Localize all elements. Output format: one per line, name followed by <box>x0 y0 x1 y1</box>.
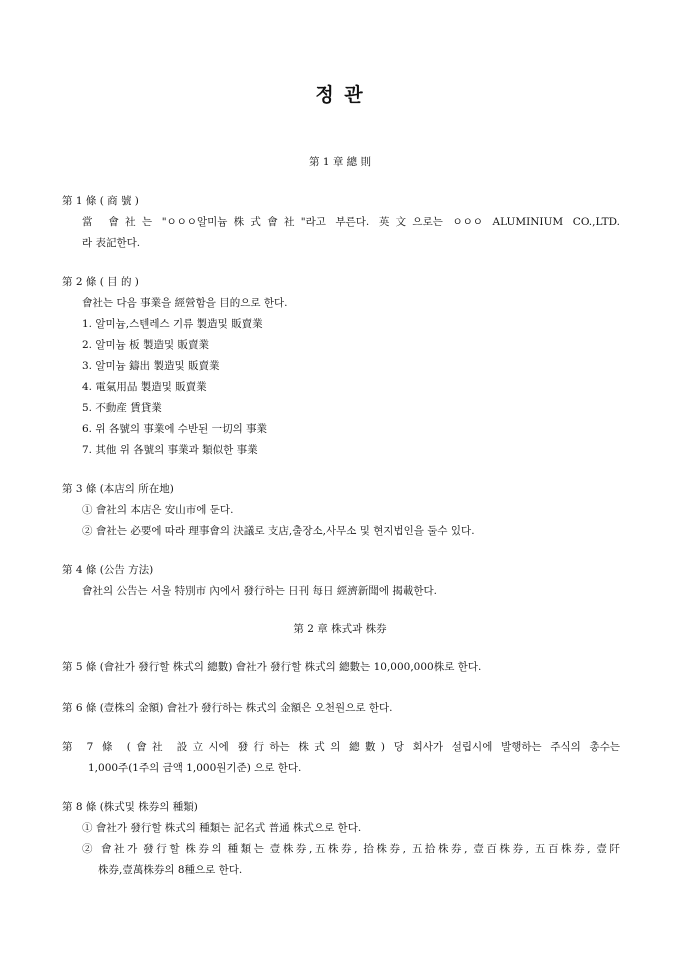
article-2-item: 6. 위 各號의 事業에 수반된 一切의 事業 <box>82 423 268 435</box>
article-1-body-line-2: 라 表記한다. <box>82 237 141 249</box>
article-2-item: 1. 알미늄,스텐레스 기류 製造및 販賣業 <box>82 318 263 330</box>
chapter-2-heading: 第 2 章 株式과 株券 <box>293 623 387 635</box>
article-3-item-2: ② 會社는 必要에 따라 理事會의 決議로 支店,출장소,사무소 및 현지법인을 둘수 있다. <box>82 525 475 537</box>
article-2-item: 5. 不動産 賃貸業 <box>82 402 162 414</box>
article-1-body-line-1: 當 會社는 "ㅇㅇㅇ알미늄株式會社"라고 부른다. 英文으로는 ㅇㅇㅇ ALUMINIUM CO.,LTD. <box>82 216 620 228</box>
chapter-1-heading: 第 1 章 總 則 <box>308 156 372 168</box>
article-8-heading: 第 8 條 (株式및 株券의 種類) <box>62 801 198 813</box>
article-3-item-1: ① 會社의 本店은 安山市에 둔다. <box>82 504 234 516</box>
article-2-item: 3. 알미늄 鑄出 製造및 販賣業 <box>82 360 220 372</box>
article-1-heading: 第 1 條 ( 商 號 ) <box>62 195 139 207</box>
article-4-heading: 第 4 條 (公告 方法) <box>62 564 154 576</box>
article-2-item: 4. 電氣用品 製造및 販賣業 <box>82 381 207 393</box>
article-5: 第 5 條 (會社가 發行할 株式의 總數) 會社가 發行할 株式의 總數는 10,000,000株로 한다. <box>62 661 482 673</box>
article-2-item: 7. 其他 위 各號의 事業과 類似한 事業 <box>82 444 258 456</box>
article-7-line-1: 第 7 條 (會社 設立시에 發行하는 株式의 總數) 당 회사가 설립시에 발행하는 주식의 총수는 <box>62 741 620 753</box>
article-4-body: 會社의 公告는 서울 特別市 內에서 發行하는 日刊 每日 經濟新聞에 揭載한다. <box>82 585 437 597</box>
article-8-item-2-line-2: 株券,壹萬株券의 8種으로 한다. <box>98 864 243 876</box>
article-2-intro: 會社는 다음 事業을 經營함을 目的으로 한다. <box>82 297 288 309</box>
document-title: 정 관 <box>315 84 365 106</box>
article-3-heading: 第 3 條 (本店의 所在地) <box>62 483 174 495</box>
article-8-item-2-line-1: ② 會社가 發行할 株券의 種類는 壹株券,五株券, 拾株券, 五拾株券, 壹百株券, 五百株券, 壹阡 <box>82 843 620 855</box>
article-8-item-1: ① 會社가 發行할 株式의 種類는 記名式 普通 株式으로 한다. <box>82 822 362 834</box>
article-2-item: 2. 알미늄 板 製造및 販賣業 <box>82 339 209 351</box>
article-2-heading: 第 2 條 ( 目 的 ) <box>62 276 139 288</box>
article-7-line-2: 1,000주(1주의 금액 1,000원기준) 으로 한다. <box>88 762 302 774</box>
article-6: 第 6 條 (壹株의 金額) 會社가 發行하는 株式의 金額은 오천원으로 한다. <box>62 702 393 714</box>
